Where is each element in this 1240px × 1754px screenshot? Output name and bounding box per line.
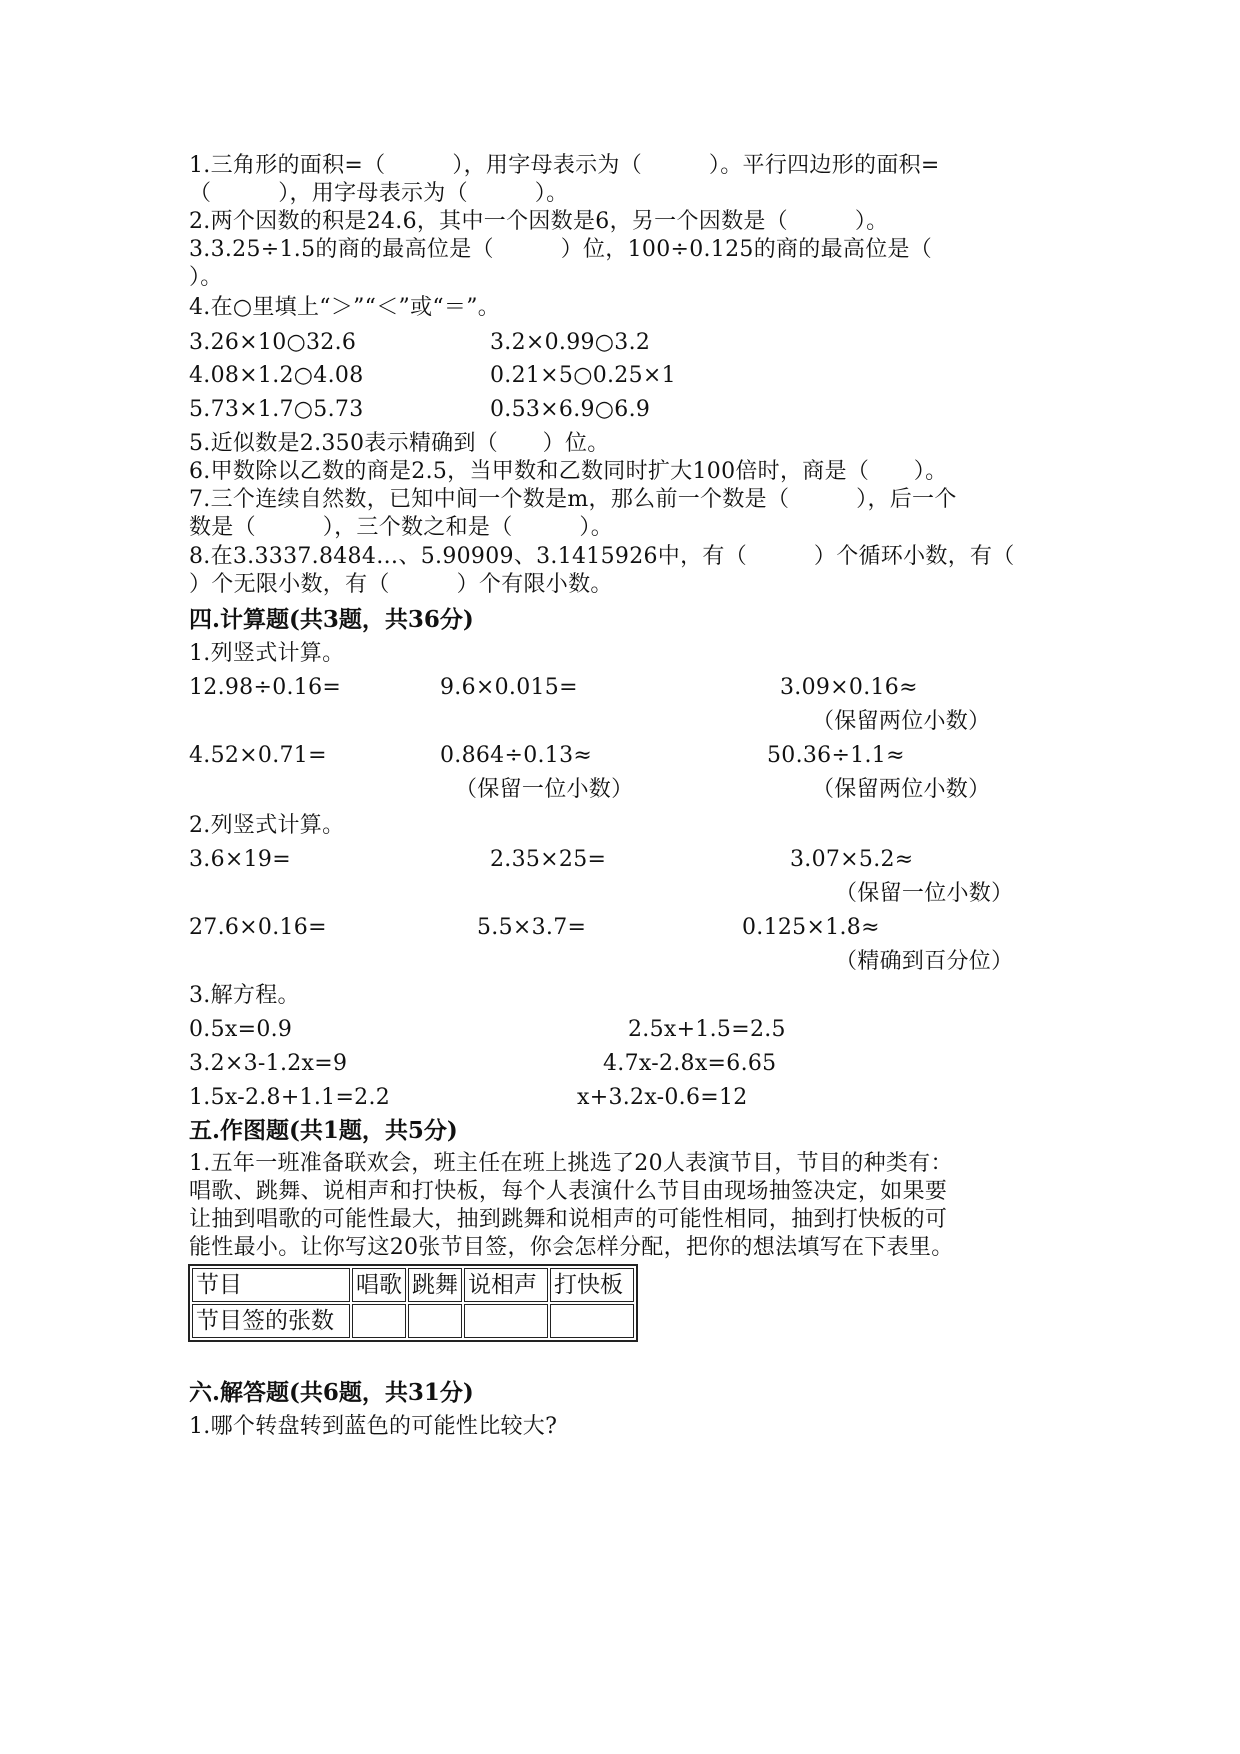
compare-expr: 5.73×1.7○5.73 xyxy=(189,397,364,422)
section6-heading: 六.解答题(共6题，共31分) xyxy=(189,1379,474,1406)
equation: 1.5x-2.8+1.1=2.2 xyxy=(189,1085,391,1110)
calc-expr: 4.52×0.71= xyxy=(189,743,327,768)
equation: x+3.2x-0.6=12 xyxy=(577,1085,748,1110)
answer-cell[interactable] xyxy=(352,1304,406,1338)
q1-line-a: 1.三角形的面积=（ ），用字母表示为（ ）。平行四边形的面积= xyxy=(189,153,940,178)
table-row-label: 节目签的张数 xyxy=(192,1304,350,1338)
calc-note: （保留一位小数） xyxy=(455,777,634,802)
table-row xyxy=(192,1268,634,1302)
table-header-cell: 节目 xyxy=(192,1268,350,1302)
q1-line-b: （ ），用字母表示为（ ）。 xyxy=(189,181,569,206)
calc-expr: 9.6×0.015= xyxy=(440,675,578,700)
q7-line-a: 7.三个连续自然数，已知中间一个数是m，那么前一个数是（ ），后一个 xyxy=(189,487,957,512)
q7-line-b: 数是（ ），三个数之和是（ ）。 xyxy=(189,515,614,540)
calc-expr: 50.36÷1.1≈ xyxy=(767,743,905,768)
calc1-title: 1.列竖式计算。 xyxy=(189,641,345,666)
q6-line: 6.甲数除以乙数的商是2.5，当甲数和乙数同时扩大100倍时，商是（ ）。 xyxy=(189,459,948,484)
calc-expr: 5.5×3.7= xyxy=(477,915,587,940)
calc-note: （精确到百分位） xyxy=(835,949,1014,974)
calc-expr: 0.864÷0.13≈ xyxy=(440,743,593,768)
section4-heading: 四.计算题(共3题，共36分) xyxy=(189,606,474,633)
compare-expr: 0.21×5○0.25×1 xyxy=(490,363,676,388)
drawing-question-line: 唱歌、跳舞、说相声和打快板，每个人表演什么节目由现场抽签决定，如果要 xyxy=(189,1179,948,1204)
table-header-cell: 跳舞 xyxy=(408,1268,462,1302)
equation-title: 3.解方程。 xyxy=(189,983,300,1008)
compare-expr: 3.2×0.99○3.2 xyxy=(490,330,651,355)
table-header-cell: 唱歌 xyxy=(352,1268,406,1302)
table-header-cell: 打快板 xyxy=(550,1268,634,1302)
calc-expr: 3.09×0.16≈ xyxy=(780,675,918,700)
q8-line-b: ）个无限小数，有（ ）个有限小数。 xyxy=(189,572,613,597)
table-header-cell: 说相声 xyxy=(464,1268,548,1302)
q3-line-a: 3.3.25÷1.5的商的最高位是（ ）位，100÷0.125的商的最高位是（ xyxy=(189,237,933,262)
compare-expr: 4.08×1.2○4.08 xyxy=(189,363,364,388)
table-row xyxy=(192,1304,634,1338)
drawing-question-line: 1.五年一班准备联欢会，班主任在班上挑选了20人表演节目，节目的种类有： xyxy=(189,1151,953,1176)
equation: 0.5x=0.9 xyxy=(189,1017,293,1042)
q2-line: 2.两个因数的积是24.6，其中一个因数是6，另一个因数是（ ）。 xyxy=(189,209,889,234)
calc-expr: 27.6×0.16= xyxy=(189,915,327,940)
calc-expr: 3.6×19= xyxy=(189,847,291,872)
calc-expr: 0.125×1.8≈ xyxy=(742,915,880,940)
drawing-question-line: 让抽到唱歌的可能性最大，抽到跳舞和说相声的可能性相同，抽到打快板的可 xyxy=(189,1207,948,1232)
compare-expr: 3.26×10○32.6 xyxy=(189,330,357,355)
q8-line-a: 8.在3.3337.8484…、5.90909、3.1415926中，有（ ）个循环小数，有（ xyxy=(189,544,1015,569)
calc-expr: 12.98÷0.16= xyxy=(189,675,342,700)
section5-heading: 五.作图题(共1题，共5分) xyxy=(189,1117,458,1144)
equation: 3.2×3-1.2x=9 xyxy=(189,1051,348,1076)
drawing-question-line: 能性最小。让你写这20张节目签，你会怎样分配，把你的想法填写在下表里。 xyxy=(189,1235,954,1260)
q4-line: 4.在○里填上“＞”“＜”或“＝”。 xyxy=(189,295,501,320)
equation: 2.5x+1.5=2.5 xyxy=(628,1017,786,1042)
answer-cell[interactable] xyxy=(550,1304,634,1338)
calc-expr: 2.35×25= xyxy=(490,847,607,872)
section6-q1: 1.哪个转盘转到蓝色的可能性比较大? xyxy=(189,1414,558,1439)
calc-note: （保留两位小数） xyxy=(812,777,991,802)
compare-expr: 0.53×6.9○6.9 xyxy=(490,397,651,422)
lottery-table xyxy=(188,1264,638,1342)
equation: 4.7x-2.8x=6.65 xyxy=(603,1051,777,1076)
answer-cell[interactable] xyxy=(464,1304,548,1338)
q3-line-b: ）。 xyxy=(189,265,223,290)
q5-line: 5.近似数是2.350表示精确到（ ）位。 xyxy=(189,431,610,456)
answer-cell[interactable] xyxy=(408,1304,462,1338)
calc-expr: 3.07×5.2≈ xyxy=(790,847,914,872)
calc2-title: 2.列竖式计算。 xyxy=(189,813,345,838)
calc-note: （保留一位小数） xyxy=(835,881,1014,906)
calc-note: （保留两位小数） xyxy=(812,709,991,734)
